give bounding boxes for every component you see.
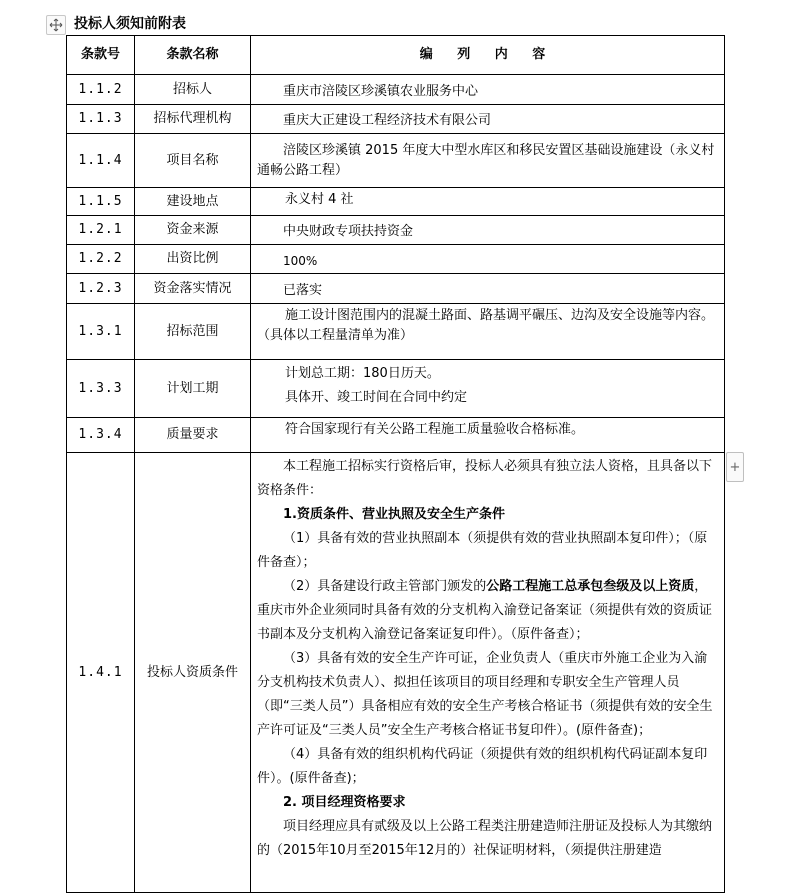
table-row — [67, 453, 725, 893]
table-row — [67, 304, 725, 360]
table-row — [67, 105, 725, 134]
bid-data-table — [66, 35, 725, 893]
clause-name: 出资比例 — [135, 245, 251, 274]
clause-content — [251, 453, 725, 893]
clause-content — [251, 245, 725, 274]
table-row — [67, 245, 725, 274]
clause-name: 项目名称 — [135, 134, 251, 188]
content-text: 涪陵区珍溪镇 2015 年度大中型水库区和移民安置区基础设施建设（永义村通畅公路工程） — [257, 142, 715, 178]
item-text: （2）具备建设行政主管部门颁发的 — [283, 579, 487, 594]
header-content: 编 列 内 容 — [251, 36, 725, 75]
content-text: 中央财政专项扶持资金 — [283, 224, 414, 239]
content-text: 已落实 — [283, 283, 323, 298]
section-heading: 1.资质条件、营业执照及安全生产条件 — [283, 507, 505, 522]
content-line: 计划总工期：180日历天。 — [285, 366, 440, 381]
table-row — [67, 188, 725, 216]
table-row — [67, 418, 725, 453]
table-move-handle-icon[interactable] — [46, 15, 66, 35]
table-row — [67, 360, 725, 418]
clause-number: 1.2.2 — [67, 245, 135, 274]
clause-content — [251, 418, 725, 453]
clause-content — [251, 274, 725, 304]
add-column-plus-icon[interactable]: + — [726, 452, 744, 482]
clause-number: 1.3.3 — [67, 360, 135, 418]
qualification-item: （3）具备有效的安全生产许可证，企业负责人（重庆市外施工企业为入渝分支机构技术负责人）、拟担任该项目的项目经理和专职安全生产管理人员（即“三类人员”）具备相应有效的安全生产考核合格证书（须提供有效的安全生产许可证及“三类人员”安全生产考核合格证书复印件）。(原件备查)； — [257, 651, 713, 738]
clause-name: 质量要求 — [135, 418, 251, 453]
clause-name: 计划工期 — [135, 360, 251, 418]
clause-content — [251, 360, 725, 418]
content-text: 永义村 4 社 — [285, 192, 354, 207]
clause-name: 招标人 — [135, 75, 251, 105]
clause-name: 投标人资质条件 — [135, 453, 251, 893]
clause-number: 1.1.3 — [67, 105, 135, 134]
qualification-intro: 本工程施工招标实行资格后审，投标人必须具有独立法人资格，且具备以下资格条件： — [257, 459, 713, 498]
qualification-item — [257, 575, 718, 647]
content-text: 重庆市涪陵区珍溪镇农业服务中心 — [283, 84, 479, 99]
item-text-bold: 公路工程施工总承包叁级及以上资质 — [486, 579, 695, 594]
header-clause-name: 条款名称 — [135, 36, 251, 75]
content-text: 符合国家现行有关公路工程施工质量验收合格标准。 — [285, 422, 585, 437]
clause-content — [251, 105, 725, 134]
clause-name: 招标代理机构 — [135, 105, 251, 134]
clause-content — [251, 216, 725, 245]
table-header-row — [67, 36, 725, 75]
table-row — [67, 134, 725, 188]
clause-content — [251, 75, 725, 105]
clause-content — [251, 304, 725, 360]
clause-number: 1.4.1 — [67, 453, 135, 893]
clause-name: 资金落实情况 — [135, 274, 251, 304]
clause-content — [251, 188, 725, 216]
clause-number: 1.1.5 — [67, 188, 135, 216]
table-row — [67, 274, 725, 304]
clause-name: 建设地点 — [135, 188, 251, 216]
qualification-item: 项目经理应具有贰级及以上公路工程类注册建造师注册证及投标人为其缴纳的（2015年10月至2015年12月的）社保证明材料，（须提供注册建造 — [257, 819, 713, 858]
qualification-item: （4）具备有效的组织机构代码证（须提供有效的组织机构代码证副本复印件）。(原件备查)； — [257, 747, 708, 786]
header-clause-no: 条款号 — [67, 36, 135, 75]
clause-number: 1.2.3 — [67, 274, 135, 304]
content-text: 重庆大正建设工程经济技术有限公司 — [283, 113, 492, 128]
clause-number: 1.3.4 — [67, 418, 135, 453]
qualification-item: （1）具备有效的营业执照副本（须提供有效的营业执照副本复印件）；（原件备查）； — [257, 531, 708, 570]
clause-number: 1.3.1 — [67, 304, 135, 360]
clause-name: 招标范围 — [135, 304, 251, 360]
clause-content — [251, 134, 725, 188]
clause-number: 1.1.4 — [67, 134, 135, 188]
clause-number: 1.1.2 — [67, 75, 135, 105]
content-text: 施工设计图范围内的混凝土路面、路基调平碾压、边沟及安全设施等内容。（具体以工程量清单为准） — [257, 308, 715, 343]
move-arrows-icon — [49, 18, 63, 32]
table-row — [67, 216, 725, 245]
content-text: 100% — [283, 254, 318, 268]
item-text: ，重庆市外企业须同时具备有效的分支机构入渝登记备案证（须提供有效的资质证书副本及分支机构入渝登记备案证复印件）。（原件备查）； — [257, 579, 713, 642]
content-line: 具体开、竣工时间在合同中约定 — [285, 390, 468, 405]
section-heading: 2. 项目经理资格要求 — [283, 795, 406, 810]
table-row — [67, 75, 725, 105]
clause-name: 资金来源 — [135, 216, 251, 245]
clause-number: 1.2.1 — [67, 216, 135, 245]
document-title: 投标人须知前附表 — [74, 16, 186, 32]
